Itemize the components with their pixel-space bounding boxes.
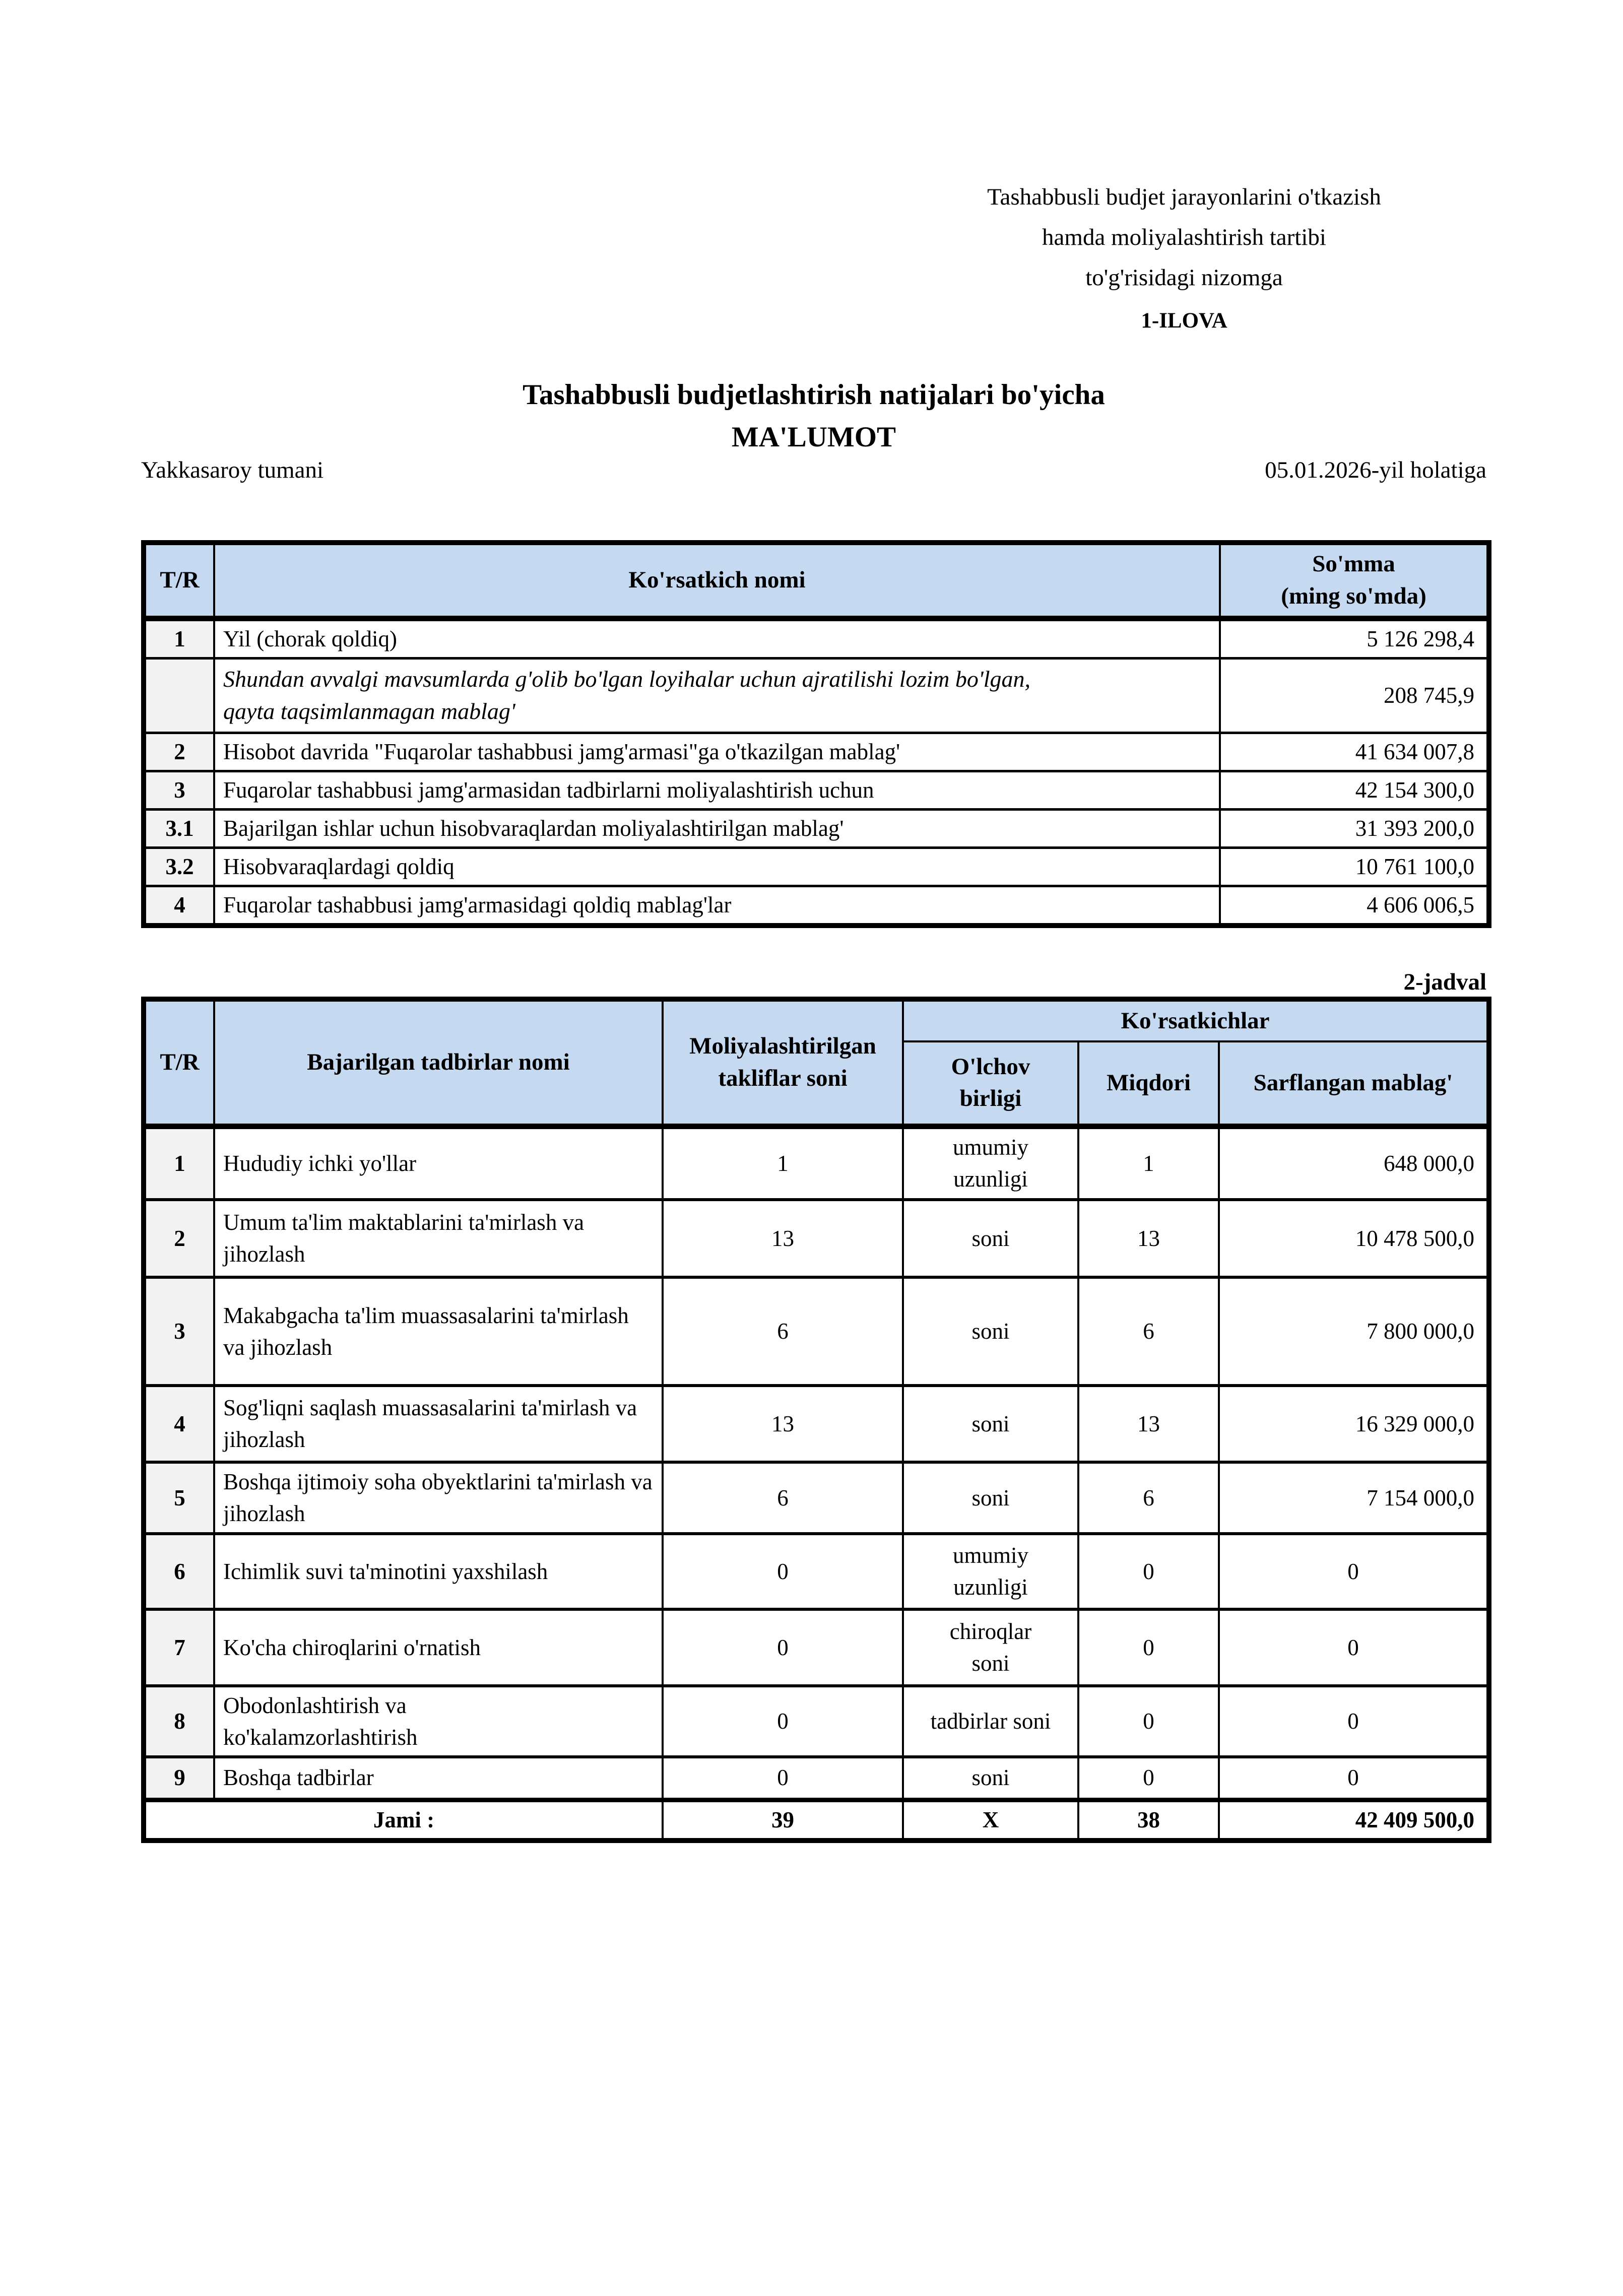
proposals-cell: 0 — [663, 1609, 903, 1686]
header-unit — [903, 1041, 1078, 1126]
measure-name-cell — [214, 1686, 663, 1757]
spent-cell: 7 154 000,0 — [1219, 1462, 1489, 1534]
sum-cell: 4 606 006,5 — [1220, 886, 1489, 926]
header-measure-name: Bajarilgan tadbirlar nomi — [214, 999, 663, 1126]
proposals-cell: 0 — [663, 1686, 903, 1757]
measure-name-cell: Ko'cha chiroqlarini o'rnatish — [214, 1609, 663, 1686]
qty-cell: 6 — [1078, 1277, 1219, 1386]
indicator-name-cell: Fuqarolar tashabbusi jamg'armasidagi qoldiq mablag'lar — [214, 886, 1220, 926]
proposals-cell: 6 — [663, 1277, 903, 1386]
page-title-line2: MA'LUMOT — [731, 421, 896, 453]
qty-cell: 0 — [1078, 1534, 1219, 1609]
table-row — [144, 1126, 1489, 1200]
spent-cell: 0 — [1219, 1757, 1489, 1800]
proposals-cell: 0 — [663, 1534, 903, 1609]
qty-cell: 0 — [1078, 1609, 1219, 1686]
header-proposals: Moliyalashtirilgan takliflar soni — [663, 999, 903, 1126]
report-date: 05.01.2026-yil holatiga — [1265, 457, 1486, 483]
tr-cell — [144, 658, 214, 733]
table-row — [144, 618, 1489, 658]
measure-name-cell: Ichimlik suvi ta'minotini yaxshilash — [214, 1534, 663, 1609]
tr-cell: 8 — [144, 1686, 214, 1757]
measure-name-cell: Boshqa tadbirlar — [214, 1757, 663, 1800]
header-tr: T/R — [144, 543, 214, 618]
region-label: Yakkasaroy tumani — [141, 457, 324, 483]
qty-cell: 1 — [1078, 1126, 1219, 1200]
sum-cell: 42 154 300,0 — [1220, 771, 1489, 809]
proposals-cell: 13 — [663, 1386, 903, 1462]
qty-cell: 0 — [1078, 1686, 1219, 1757]
proposals-cell: 13 — [663, 1200, 903, 1277]
summary-table — [141, 540, 1491, 928]
total-row — [144, 1800, 1489, 1841]
sum-cell: 10 761 100,0 — [1220, 847, 1489, 886]
header-spent: Sarflangan mablag' — [1219, 1041, 1489, 1126]
unit-text: umumiy uzunligi — [952, 1543, 1028, 1600]
spent-cell: 0 — [1219, 1534, 1489, 1609]
measure-name-cell: Boshqa ijtimoiy soha obyektlarini ta'mirlash va jihozlash — [214, 1462, 663, 1534]
unit-text: umumiy uzunligi — [952, 1135, 1028, 1192]
table-row — [144, 1757, 1489, 1800]
tr-cell: 3.1 — [144, 809, 214, 847]
qty-cell: 13 — [1078, 1200, 1219, 1277]
table-row — [144, 1686, 1489, 1757]
spent-cell: 7 800 000,0 — [1219, 1277, 1489, 1386]
total-qty-cell: 38 — [1078, 1800, 1219, 1841]
page-title — [141, 374, 1486, 459]
measure-name-cell: Sog'liqni saqlash muassasalarini ta'mirlash va jihozlash — [214, 1386, 663, 1462]
proposals-cell: 6 — [663, 1462, 903, 1534]
header-indicators-group: Ko'rsatkichlar — [903, 999, 1489, 1041]
measures-table — [141, 997, 1491, 1843]
spent-cell: 16 329 000,0 — [1219, 1386, 1489, 1462]
total-unit-cell: X — [903, 1800, 1078, 1841]
table-row — [144, 809, 1489, 847]
header-qty: Miqdori — [1078, 1041, 1219, 1126]
tr-cell: 3.2 — [144, 847, 214, 886]
table-row — [144, 1386, 1489, 1462]
table-row — [144, 658, 1489, 733]
qty-cell: 6 — [1078, 1462, 1219, 1534]
header-unit-text: O'lchov birligi — [951, 1053, 1030, 1112]
measure-name-text: Obodonlashtirish va ko'kalamzorlashtirish — [223, 1692, 418, 1750]
meta-row — [141, 456, 1486, 484]
spent-cell: 0 — [1219, 1686, 1489, 1757]
table-row — [144, 771, 1489, 809]
indicator-name-cell: Hisobot davrida "Fuqarolar tashabbusi jamg'armasi"ga o'tkazilgan mablag' — [214, 733, 1220, 771]
unit-cell — [903, 1126, 1078, 1200]
tr-cell: 4 — [144, 886, 214, 926]
tr-cell: 3 — [144, 771, 214, 809]
table-row — [144, 847, 1489, 886]
table-row — [144, 1277, 1489, 1386]
spent-cell: 10 478 500,0 — [1219, 1200, 1489, 1277]
sum-cell: 41 634 007,8 — [1220, 733, 1489, 771]
unit-cell — [903, 1534, 1078, 1609]
sum-cell: 31 393 200,0 — [1220, 809, 1489, 847]
unit-text: chiroqlar soni — [949, 1619, 1032, 1676]
header-indicator-name: Ko'rsatkich nomi — [214, 543, 1220, 618]
qty-cell: 0 — [1078, 1757, 1219, 1800]
total-label-cell: Jami : — [144, 1800, 663, 1841]
table-row — [144, 1609, 1489, 1686]
tr-cell: 4 — [144, 1386, 214, 1462]
tr-cell: 9 — [144, 1757, 214, 1800]
unit-cell: soni — [903, 1462, 1078, 1534]
header-sum-line2: (ming so'mda) — [1281, 582, 1426, 609]
header-sum-line1: So'mma — [1312, 551, 1395, 577]
unit-cell: soni — [903, 1757, 1078, 1800]
unit-cell — [903, 1609, 1078, 1686]
proposals-cell: 1 — [663, 1126, 903, 1200]
header-sum — [1220, 543, 1489, 618]
annex-label: 1-ILOVA — [1141, 308, 1227, 333]
sum-cell: 5 126 298,4 — [1220, 618, 1489, 658]
unit-cell: soni — [903, 1386, 1078, 1462]
spent-cell: 648 000,0 — [1219, 1126, 1489, 1200]
tr-cell: 2 — [144, 733, 214, 771]
tr-cell: 7 — [144, 1609, 214, 1686]
indicator-name-cell — [214, 658, 1220, 733]
unit-cell: soni — [903, 1200, 1078, 1277]
table2-caption: 2-jadval — [1403, 969, 1486, 995]
tr-cell: 5 — [144, 1462, 214, 1534]
header-note-line: hamda moliyalashtirish tartibi — [1042, 224, 1326, 250]
sum-cell: 208 745,9 — [1220, 658, 1489, 733]
table-row — [144, 886, 1489, 926]
measure-name-cell: Hududiy ichki yo'llar — [214, 1126, 663, 1200]
table-row — [144, 733, 1489, 771]
spent-cell: 0 — [1219, 1609, 1489, 1686]
header-note — [867, 177, 1502, 339]
indicator-name-cell: Hisobvaraqlardagi qoldiq — [214, 847, 1220, 886]
qty-cell: 13 — [1078, 1386, 1219, 1462]
proposals-cell: 0 — [663, 1757, 903, 1800]
indicator-name-cell: Yil (chorak qoldiq) — [214, 618, 1220, 658]
table-row — [144, 1534, 1489, 1609]
indicator-name-text: Shundan avvalgi mavsumlarda g'olib bo'lgan loyihalar uchun ajratilishi lozim bo'lgan, qayta taqsimlanmagan mablag' — [223, 666, 1031, 724]
page-title-line1: Tashabbusli budjetlashtirish natijalari bo'yicha — [523, 379, 1105, 411]
header-tr: T/R — [144, 999, 214, 1126]
table-header-row — [144, 999, 1489, 1041]
measure-name-cell: Makabgacha ta'lim muassasalarini ta'mirlash va jihozlash — [214, 1277, 663, 1386]
table-row — [144, 1462, 1489, 1534]
unit-cell: tadbirlar soni — [903, 1686, 1078, 1757]
table-header-row — [144, 543, 1489, 618]
indicator-name-cell: Bajarilgan ishlar uchun hisobvaraqlardan moliyalashtirilgan mablag' — [214, 809, 1220, 847]
table-row — [144, 1200, 1489, 1277]
measure-name-cell: Umum ta'lim maktablarini ta'mirlash va jihozlash — [214, 1200, 663, 1277]
total-proposals-cell: 39 — [663, 1800, 903, 1841]
total-spent-cell: 42 409 500,0 — [1219, 1800, 1489, 1841]
tr-cell: 1 — [144, 618, 214, 658]
tr-cell: 2 — [144, 1200, 214, 1277]
header-note-line: Tashabbusli budjet jarayonlarini o'tkazish — [987, 184, 1381, 210]
tr-cell: 1 — [144, 1126, 214, 1200]
tr-cell: 6 — [144, 1534, 214, 1609]
tr-cell: 3 — [144, 1277, 214, 1386]
unit-cell: soni — [903, 1277, 1078, 1386]
indicator-name-cell: Fuqarolar tashabbusi jamg'armasidan tadbirlarni moliyalashtirish uchun — [214, 771, 1220, 809]
header-note-line: to'g'risidagi nizomga — [1085, 264, 1283, 291]
